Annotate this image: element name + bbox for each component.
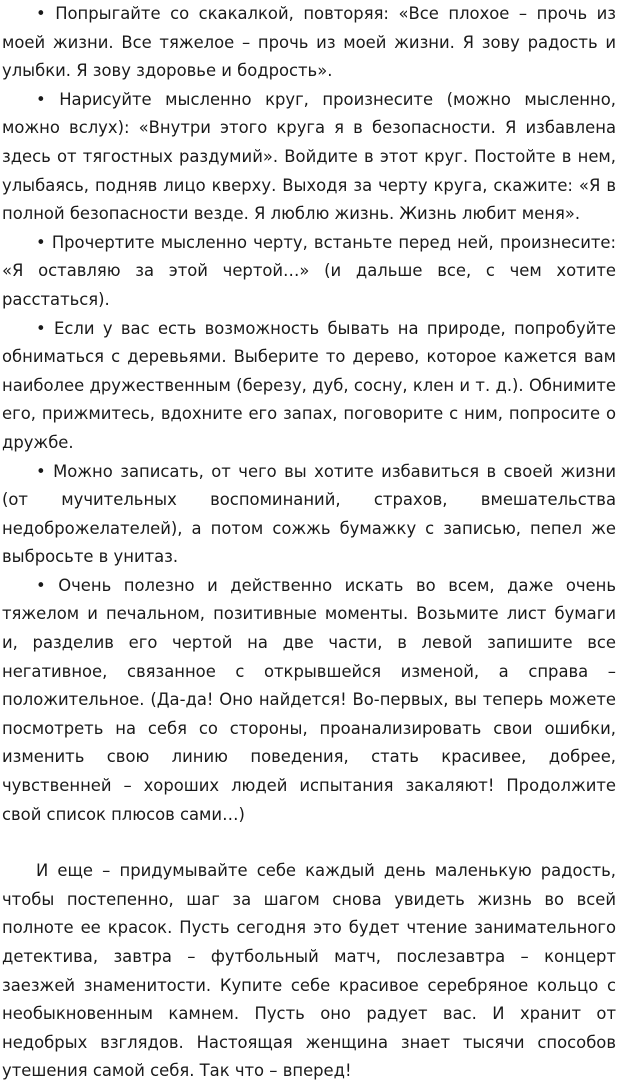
bullet-marker: •: [36, 461, 46, 481]
bullet-text-4: Если у вас есть возможность бывать на природе, попробуйте обниматься с деревьями. Выберите то дерево, которое кажется вам наиболее дружественным (березу, дуб, сосну, клен и т. д.). Обнимите его, прижмитесь, вдохните его запах, поговорите с ним, попросите о дружбе.: [2, 318, 616, 452]
bullet-text-6: Очень полезно и действенно искать во всем, даже очень тяжелом и печальном, позитивные моменты. Возьмите лист бумаги и, разделив его чертой на две части, в левой запишите все негативное, связанное с открывшейся изменой, а справа – положительное. (Да-да! Оно найдется! Во-первых, вы теперь можете посмотреть на себя со стороны, проанализировать свои ошибки, изменить свою линию поведения, стать красивее, добрее, чувственней – хороших людей испытания закаляют! Продолжите свой список плюсов сами…): [2, 575, 616, 824]
bullet-paragraph-2: [2, 86, 616, 229]
bullet-paragraph-5: [2, 458, 616, 572]
bullet-paragraph-1: [2, 0, 616, 86]
bullet-text-5: Можно записать, от чего вы хотите избавиться в своей жизни (от мучительных воспоминаний, страхов, вмешательства недоброжелателей), а потом сожжь бумажку с записью, пепел же выбросьте в унитаз.: [2, 461, 617, 567]
bullet-marker: •: [36, 318, 46, 338]
closing-paragraph: И еще – придумывайте себе каждый день маленькую радость, чтобы постепенно, шаг за шагом снова увидеть жизнь во всей полноте ее красок. Пусть сегодня это будет чтение занимательного детектива, завтра – футбольный матч, послезавтра – концерт заезжей знаменитости. Купите себе красивое серебряное кольцо с необыкновенным камнем. Пусть оно радует вас. И хранит от недобрых взглядов. Настоящая женщина знает тысячи способов утешения самой себя. Так что – вперед!: [2, 861, 616, 1081]
bullet-text-1: Попрыгайте со скакалкой, повторяя: «Все плохое – прочь из моей жизни. Все тяжелое – прочь из моей жизни. Я зову радость и улыбки. Я зову здоровье и бодрость».: [2, 4, 617, 81]
bullet-text-2: Нарисуйте мысленно круг, произнесите (можно мысленно, можно вслух): «Внутри этого круга я в безопасности. Я избавлена здесь от тягостных раздумий». Войдите в этот круг. Постойте в нем, улыбаясь, подняв лицо кверху. Выходя за черту круга, скажите: «Я в полной безопасности везде. Я люблю жизнь. Жизнь любит меня».: [2, 89, 616, 224]
bullet-paragraph-6: [2, 572, 616, 829]
paragraph-gap: [2, 829, 616, 857]
bullet-marker: •: [36, 4, 46, 23]
bullet-marker: •: [36, 575, 46, 595]
bullet-paragraph-3: [2, 229, 616, 315]
bullet-paragraph-4: [2, 315, 616, 458]
bullet-marker: •: [36, 232, 46, 252]
bullet-marker: •: [36, 89, 46, 109]
bullet-text-3: Прочертите мысленно черту, встаньте перед ней, произнесите: «Я оставляю за этой чертой…» (и дальше все, с чем хотите расстаться).: [2, 232, 616, 309]
